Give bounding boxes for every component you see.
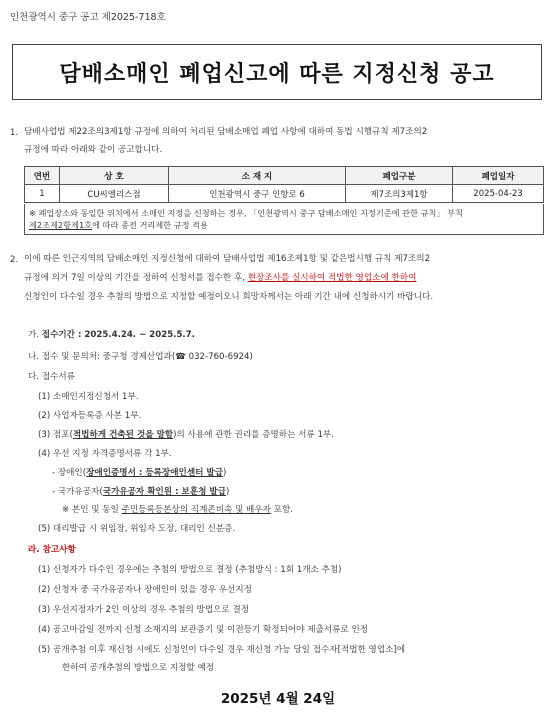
section1-line1: 담배사업법 제22조의3제1항 규정에 의하여 처리된 담배소매업 폐업 사항에 대하여 동법 시행규칙 제7조의2 bbox=[24, 127, 428, 137]
doc-4b bbox=[52, 485, 229, 499]
item-na bbox=[28, 350, 253, 364]
doc-4b-bold: 국가유공자 확인원 : 보훈청 발급 bbox=[102, 487, 227, 497]
th-closure-date: 폐업일자 bbox=[453, 167, 544, 185]
doc-3-post: )의 사용에 관한 권리를 증명하는 서류 1부. bbox=[173, 430, 334, 440]
ref-3: (3) 우선지정자가 2인 이상의 경우 추첨의 방법으로 결정 bbox=[38, 605, 250, 615]
item-ra bbox=[28, 543, 76, 557]
item-da-label: 다. bbox=[28, 372, 40, 382]
ref-5a: (5) 공개추첨 이후 재신청 시에도 신청인이 다수일 경우 재신청 가능 당일 접수자[적법한 영업소]에 bbox=[38, 645, 406, 655]
item-ra-text: 참고사항 bbox=[42, 545, 76, 555]
table-header-row bbox=[25, 167, 544, 185]
section2-line2-red: 현장조사를 실시하여 적법한 영업소에 한하여 bbox=[247, 273, 417, 283]
item-ga-pre: 접수기간 : bbox=[41, 330, 85, 340]
note-line1: ※ 폐업장소와 동일한 위치에서 소매인 지정을 신청하는 경우, 「인천광역시 중구 담배소매인 지정기준에 관한 규칙」 부칙 bbox=[29, 208, 464, 218]
item-na-label: 나. bbox=[28, 352, 40, 362]
cell-no: 1 bbox=[25, 185, 60, 203]
table-note bbox=[24, 204, 544, 235]
section2-line3: 신청인이 다수일 경우 추첨의 방법으로 지정할 예정이오니 희망자께서는 아래 기간 내에 신청하시기 바랍니다. bbox=[24, 292, 434, 302]
section1-line2: 규정에 따라 아래와 같이 공고합니다. bbox=[24, 145, 163, 155]
doc-1: (1) 소매인지정신청서 1부. bbox=[38, 392, 139, 402]
doc-4c bbox=[62, 503, 293, 517]
ref-1: (1) 신청자가 다수인 경우에는 추첨의 방법으로 결정 (추첨방식 : 1회 1개소 추첨) bbox=[38, 565, 342, 575]
item-ra-label: 라. bbox=[28, 545, 40, 555]
th-name: 상 호 bbox=[60, 167, 169, 185]
doc-4c-post: 포함. bbox=[270, 505, 294, 515]
doc-4a-bold: 장애인증명서 : 등록장애인센터 발급 bbox=[86, 468, 224, 478]
announcement-date: 2025년 4월 24일 bbox=[220, 691, 336, 707]
doc-4c-underlined: 주민등록등본상의 직계존비속 및 배우자 bbox=[121, 505, 271, 515]
ref-2: (2) 신청자 중 국가유공자나 장애인이 있을 경우 우선지정 bbox=[38, 585, 252, 595]
note-line2 bbox=[29, 219, 539, 231]
doc-4a-pre: - 장애인( bbox=[52, 468, 87, 478]
doc-4c-pre: ※ 본인 및 동일 bbox=[62, 505, 122, 515]
section2-line2 bbox=[24, 271, 416, 285]
th-no: 연번 bbox=[25, 167, 60, 185]
item-da bbox=[28, 370, 75, 384]
doc-3 bbox=[38, 428, 334, 442]
cell-name: CU씨엘리스점 bbox=[60, 185, 169, 203]
notice-number: 인천광역시 중구 공고 제2025-718호 bbox=[10, 12, 166, 23]
doc-4b-post: ) bbox=[226, 487, 230, 497]
section2-line1: 이에 따른 인근지역의 담배소매인 지정신청에 대하여 담배사업법 제16조제1항 및 같은법시행 규칙 제7조의2 bbox=[24, 254, 431, 264]
doc-3-bold: 적법하게 건축된 것을 말함 bbox=[72, 430, 174, 440]
item-ga bbox=[28, 328, 195, 342]
doc-3-pre: (3) 점포( bbox=[38, 430, 73, 440]
item-ga-label: 가. bbox=[28, 330, 40, 340]
cell-closure-type: 제7조의3제1항 bbox=[346, 185, 453, 203]
ref-5b: 한하여 공개추첨의 방법으로 지정할 예정 bbox=[62, 663, 215, 673]
doc-2: (2) 사업자등록증 사본 1부. bbox=[38, 411, 142, 421]
note-line2-underlined: 제2조제2항제1호 bbox=[29, 220, 93, 230]
doc-4: (4) 우선 지정 자격증명서류 각 1부. bbox=[38, 449, 172, 459]
document-title-text: 담배소매인 폐업신고에 따른 지정신청 공고 bbox=[59, 61, 495, 87]
th-closure-type: 폐업구분 bbox=[346, 167, 453, 185]
ref-4: (4) 공고마감일 전까지 신청 소재지의 보관증기 및 이전등기 확정되어야 제출서류로 인정 bbox=[38, 625, 369, 635]
section2-number: 2. bbox=[10, 255, 19, 265]
doc-4a bbox=[52, 466, 226, 480]
table-row bbox=[25, 185, 544, 203]
cell-closure-date: 2025-04-23 bbox=[453, 185, 544, 203]
doc-4b-pre: - 국가유공자( bbox=[52, 487, 103, 497]
closure-table bbox=[24, 166, 544, 203]
item-da-text: 접수서류 bbox=[41, 372, 75, 382]
item-ga-value: 2025.4.24. ~ 2025.5.7. bbox=[84, 330, 195, 340]
note-line2-rest: 에 따라 종전 거리제한 규정 적용 bbox=[92, 220, 208, 230]
document-title bbox=[12, 44, 542, 100]
section1-number: 1. bbox=[10, 128, 19, 138]
doc-5: (5) 대리발급 시 위임장, 위임자 도장, 대리인 신분증. bbox=[38, 524, 236, 534]
item-na-text: 접수 및 문의처: 중구청 경제산업과(☎ 032-760-6924) bbox=[41, 352, 253, 362]
section2-line2-text: 규정에 의거 7일 이상의 기간을 정하여 신청서를 접수한 후, bbox=[24, 273, 248, 283]
cell-address: 인천광역시 중구 인항로 6 bbox=[169, 185, 346, 203]
th-address: 소 재 지 bbox=[169, 167, 346, 185]
doc-4a-post: ) bbox=[223, 468, 227, 478]
